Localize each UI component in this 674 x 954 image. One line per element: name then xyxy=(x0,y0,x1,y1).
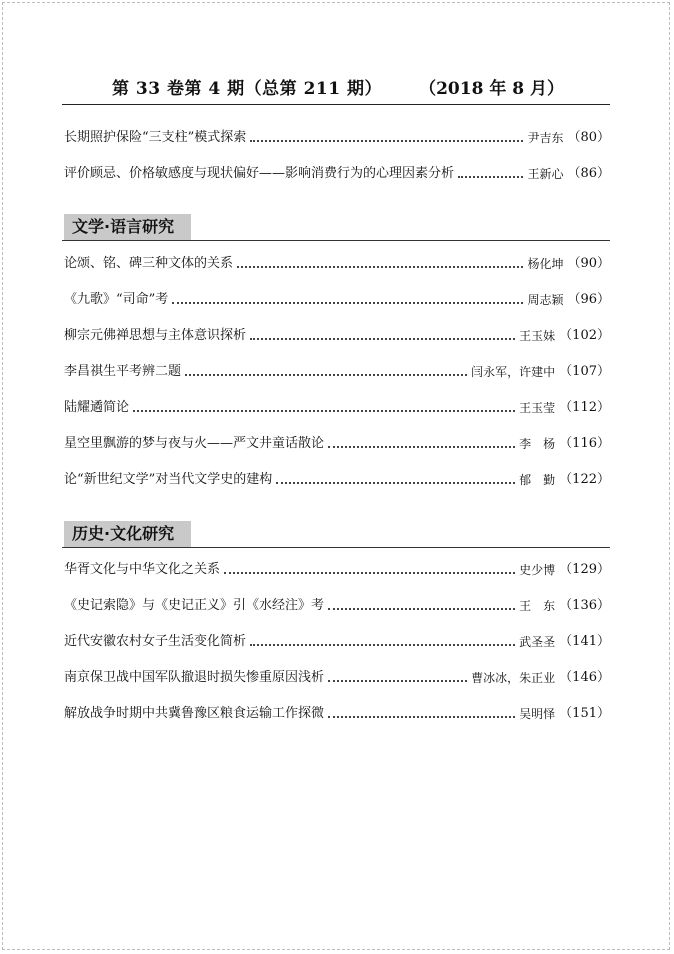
entry-author: 曹冰冰，朱正业 xyxy=(471,671,556,685)
entry-title: 华胥文化与中华文化之关系 xyxy=(64,562,221,577)
leader-dots xyxy=(458,176,523,178)
entry-author: 吴明怿 xyxy=(519,707,556,721)
entry-author: 王玉妹 xyxy=(519,329,556,343)
entry-author: 王玉莹 xyxy=(519,401,556,415)
entry-author: 史少博 xyxy=(519,563,556,577)
entry-author: 李 杨 xyxy=(519,437,556,451)
entry-title: 解放战争时期中共冀鲁豫区粮食运输工作探微 xyxy=(64,706,325,721)
leader-dots xyxy=(328,446,515,448)
leader-dots xyxy=(237,266,523,268)
volume-issue: 第 33 卷第 4 期（总第 211 期） xyxy=(112,79,382,99)
entry-page: （112） xyxy=(559,400,610,415)
entry-page: （102） xyxy=(559,328,610,343)
toc-entry[interactable] xyxy=(64,666,610,686)
leader-dots xyxy=(328,716,515,718)
entry-author: 郁 勤 xyxy=(519,473,556,487)
toc-entry[interactable] xyxy=(64,432,610,452)
leader-dots xyxy=(133,410,515,412)
toc-entry[interactable] xyxy=(64,702,610,722)
entry-page: （122） xyxy=(559,472,610,487)
section-heading-history: 历史·文化研究 xyxy=(64,521,191,547)
entry-page: （90） xyxy=(567,256,610,271)
toc-entry[interactable] xyxy=(64,630,610,650)
entry-title: 论“新世纪文学”对当代文学史的建构 xyxy=(64,472,273,487)
entry-author: 尹吉东 xyxy=(527,131,564,145)
entry-title: 柳宗元佛禅思想与主体意识探析 xyxy=(64,328,247,343)
entry-page: （141） xyxy=(559,634,610,649)
leader-dots xyxy=(185,374,467,376)
leader-dots xyxy=(250,644,515,646)
toc-entry[interactable] xyxy=(64,252,610,272)
journal-header xyxy=(62,68,610,105)
entry-title: 《九歌》“司命”考 xyxy=(64,292,169,307)
leader-dots xyxy=(328,608,515,610)
entry-page: （80） xyxy=(567,130,610,145)
toc-entry[interactable] xyxy=(64,594,610,614)
toc-entry[interactable] xyxy=(64,288,610,308)
entry-title: 南京保卫战中国军队撤退时损失惨重原因浅析 xyxy=(64,670,325,685)
entry-author: 周志颖 xyxy=(527,293,564,307)
leader-dots xyxy=(250,338,515,340)
entry-page: （136） xyxy=(559,598,610,613)
toc-entry[interactable] xyxy=(64,558,610,578)
entry-page: （107） xyxy=(559,364,610,379)
entry-title: 论颂、铭、碑三种文体的关系 xyxy=(64,256,234,271)
entry-author: 王新心 xyxy=(527,167,564,181)
entry-title: 评价顾忌、价格敏感度与现状偏好——影响消费行为的心理因素分析 xyxy=(64,166,455,181)
entry-author: 杨化坤 xyxy=(527,257,564,271)
entry-title: 星空里飘游的梦与夜与火——严文井童话散论 xyxy=(64,436,325,451)
entry-title: 《史记索隐》与《史记正义》引《水经注》考 xyxy=(64,598,325,613)
entry-page: （116） xyxy=(559,436,610,451)
entry-author: 武圣圣 xyxy=(519,635,556,649)
entry-title: 陆耀遹简论 xyxy=(64,400,130,415)
entry-title: 李昌祺生平考辨二题 xyxy=(64,364,182,379)
issue-date: （2018 年 8 月） xyxy=(419,79,564,99)
toc-entry[interactable] xyxy=(64,126,610,146)
toc-entry[interactable] xyxy=(64,396,610,416)
entry-page: （146） xyxy=(559,670,610,685)
entry-author: 王 东 xyxy=(519,599,556,613)
leader-dots xyxy=(276,482,515,484)
entry-author: 闫永军，许建中 xyxy=(471,365,556,379)
section-heading-literature: 文学·语言研究 xyxy=(64,214,191,240)
toc-entry[interactable] xyxy=(64,324,610,344)
section-rule xyxy=(62,547,610,548)
leader-dots xyxy=(224,572,515,574)
leader-dots xyxy=(172,302,523,304)
entry-page: （151） xyxy=(559,706,610,721)
entry-title: 近代安徽农村女子生活变化简析 xyxy=(64,634,247,649)
entry-page: （129） xyxy=(559,562,610,577)
toc-entry[interactable] xyxy=(64,468,610,488)
leader-dots xyxy=(250,140,523,142)
section-rule xyxy=(62,240,610,241)
entry-page: （96） xyxy=(567,292,610,307)
entry-page: （86） xyxy=(567,166,610,181)
leader-dots xyxy=(328,680,467,682)
entry-title: 长期照护保险“三支柱”模式探索 xyxy=(64,130,247,145)
toc-entry[interactable] xyxy=(64,360,610,380)
toc-entry[interactable] xyxy=(64,162,610,182)
